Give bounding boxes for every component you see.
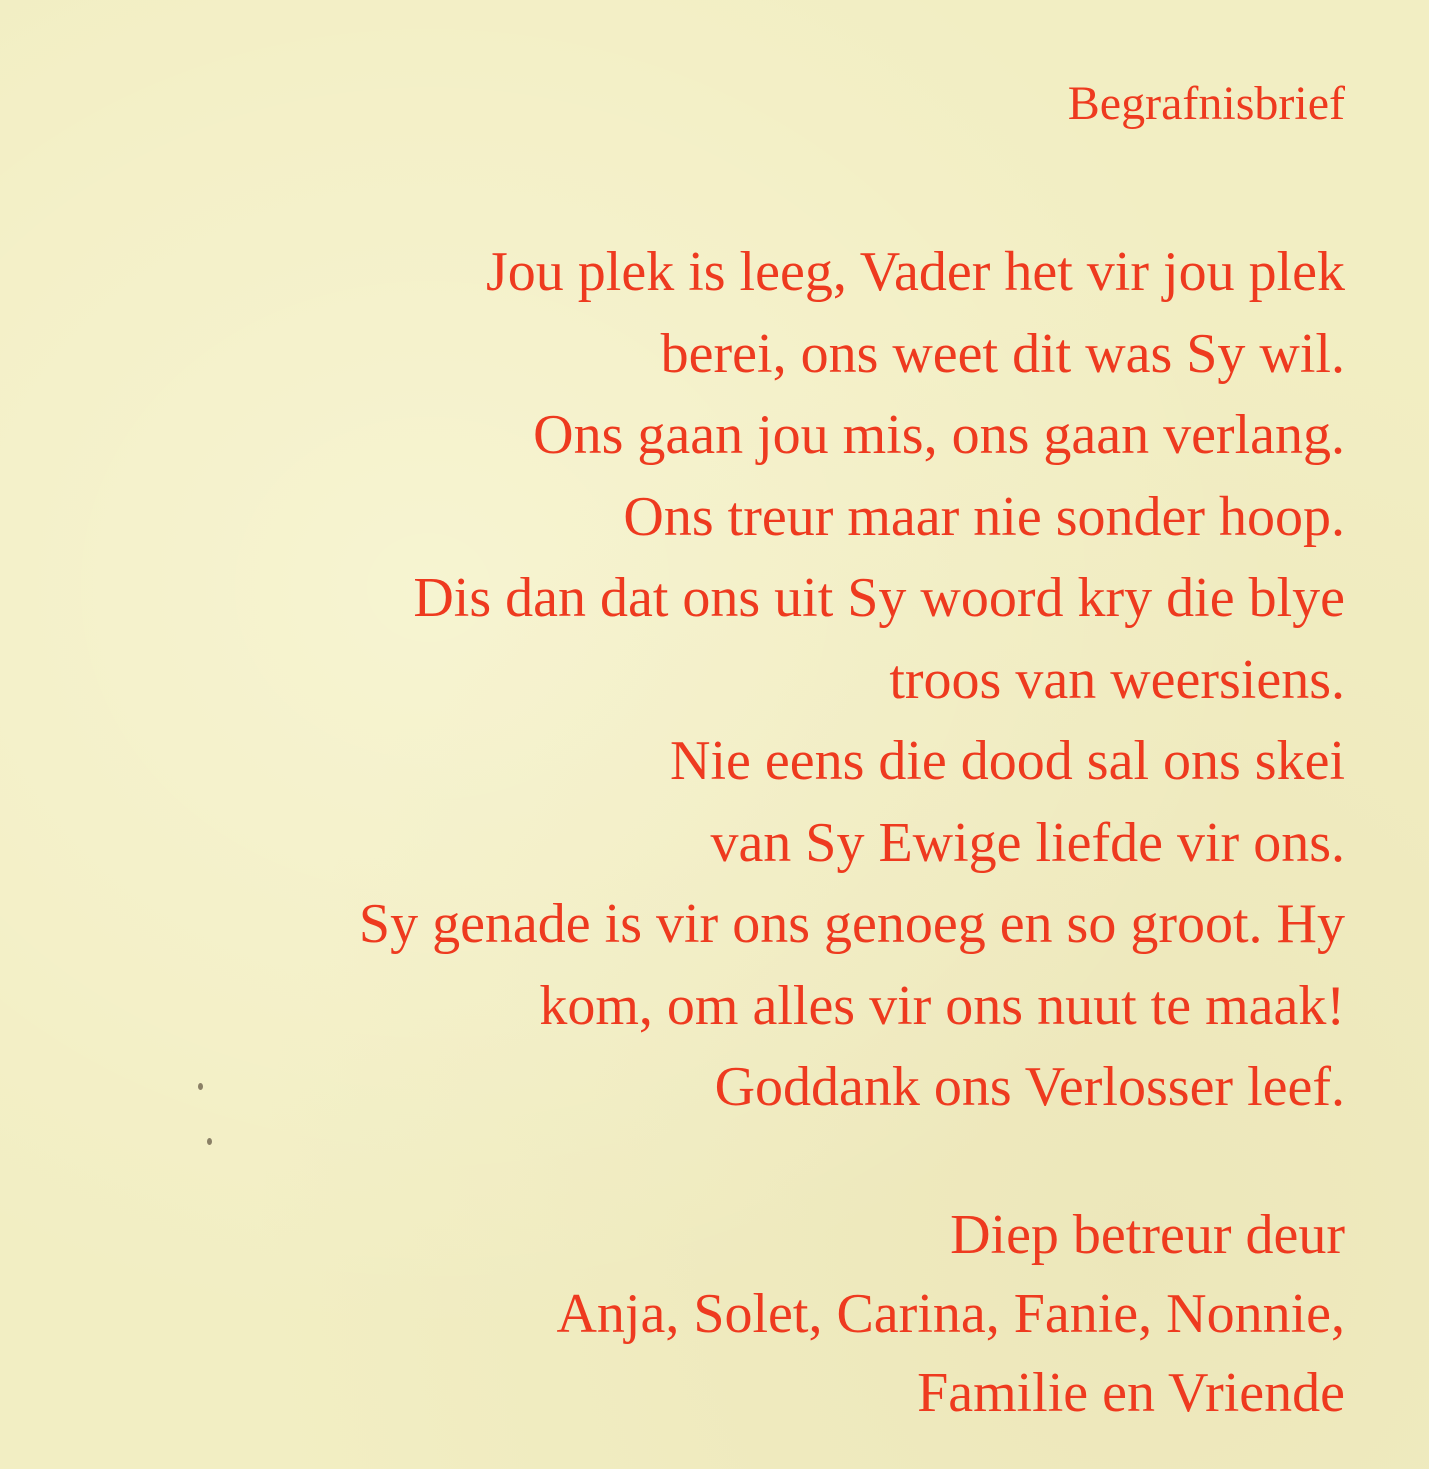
poem-line: Jou plek is leeg, Vader het vir jou plek (485, 241, 1345, 303)
closing-line: Anja, Solet, Carina, Fanie, Nonnie, (556, 1283, 1345, 1345)
poem (359, 232, 1345, 1129)
closing-line: Familie en Vriende (917, 1362, 1345, 1424)
poem-line: berei, ons weet dit was Sy wil. (660, 322, 1345, 385)
poem-line: Goddank ons Verlosser leef. (714, 1056, 1345, 1118)
poem-line: Ons gaan jou mis, ons gaan verlang. (533, 404, 1345, 466)
poem-line: van Sy Ewige liefde vir ons. (710, 811, 1345, 874)
poem-line: Nie eens die dood sal ons skei (670, 730, 1345, 792)
paper-speck (207, 1138, 212, 1145)
paper-speck (198, 1083, 203, 1090)
poem-line: kom, om alles vir ons nuut te maak! (539, 974, 1345, 1037)
document-title: Begrafnisbrief (1067, 77, 1345, 130)
poem-line: troos van weersiens. (889, 648, 1345, 711)
poem-line: Ons treur maar nie sonder hoop. (623, 485, 1345, 548)
poem-line: Dis dan dat ons uit Sy woord kry die blye (413, 567, 1345, 629)
poem-line: Sy genade is vir ons genoeg en so groot. Hy (358, 893, 1345, 955)
closing-signature (556, 1196, 1345, 1433)
closing-line: Diep betreur deur (950, 1204, 1345, 1266)
